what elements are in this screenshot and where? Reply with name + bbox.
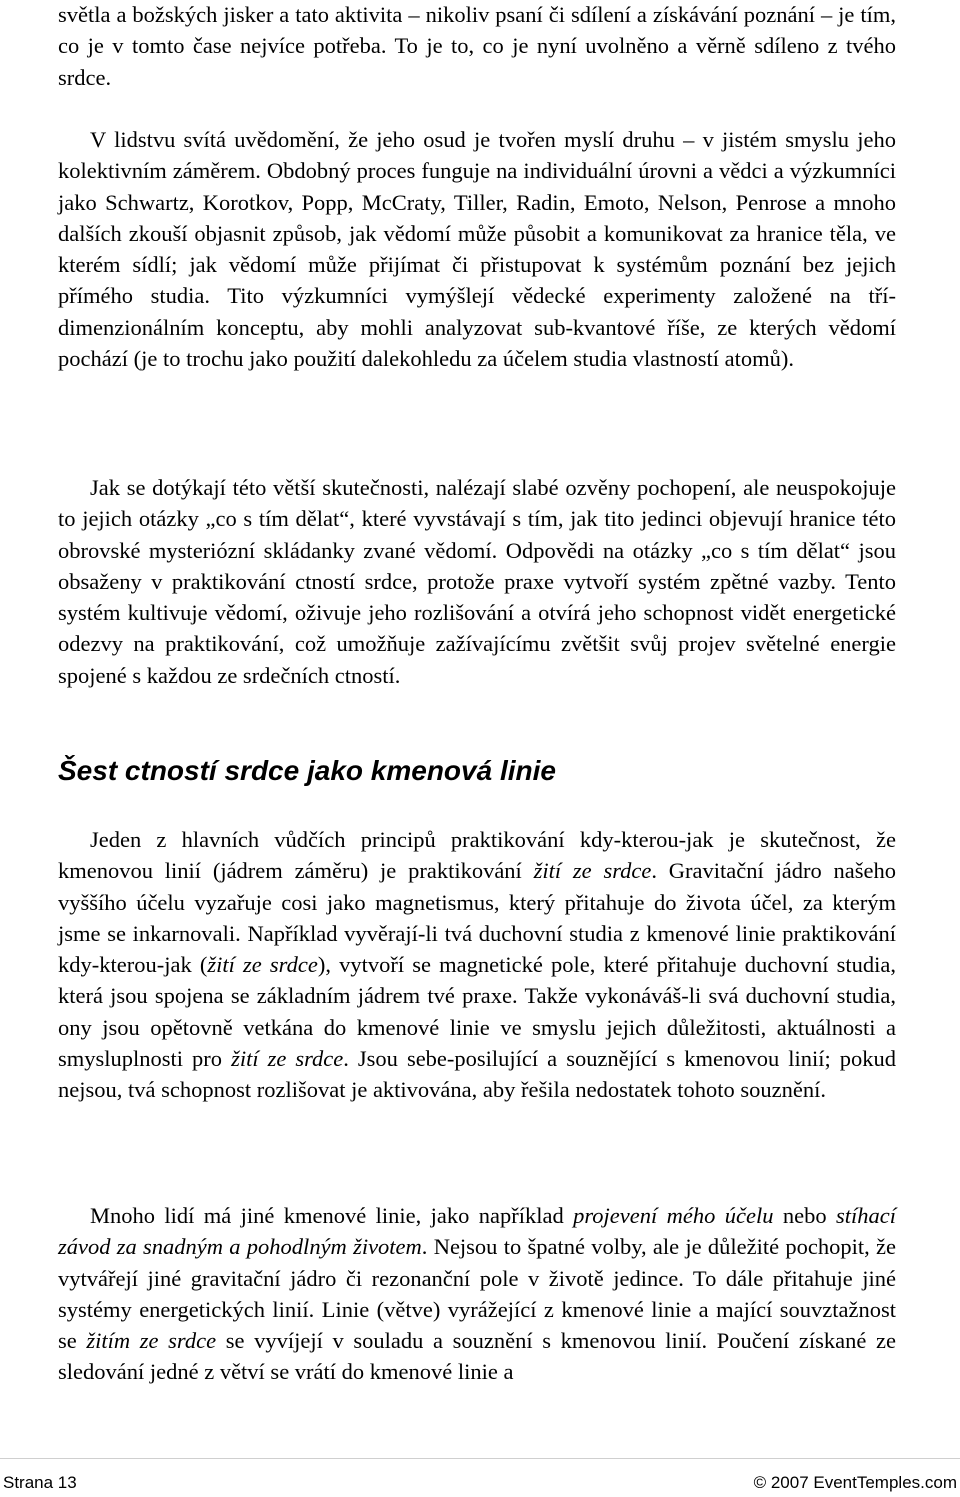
footer-divider xyxy=(0,1458,960,1459)
paragraph-5-text-a: Mnoho lidí má jiné kmenové linie, jako například xyxy=(90,1203,574,1228)
copyright-notice: © 2007 EventTemples.com xyxy=(753,1473,957,1492)
paragraph-1-text: světla a božských jisker a tato aktivita – nikoliv psaní či sdílení a získávání poznání – je tím, co je v tomto čase nejvíce potřeba. To je to, co je nyní uvolněno a věrně sdíleno z tvého srdce. xyxy=(58,2,896,90)
paragraph-3 xyxy=(58,472,896,691)
paragraph-5-emphasis-1: projevení mého účelu xyxy=(573,1203,774,1228)
paragraph-4-emphasis-2: žití ze srdce xyxy=(207,952,318,978)
paragraph-5-emphasis-3: žitím ze srdce xyxy=(86,1328,217,1354)
paragraph-4-text-a: Jeden z hlavních vůdčích principů praktikování kdy-kterou-jak je skutečnost, že kmenovou linií (jádrem záměru) je praktikování xyxy=(58,827,896,884)
paragraph-4 xyxy=(58,824,896,1106)
paragraph-4-text-c: ), vytvoří se magnetické pole, které přitahuje duchovní studia, která jsou spojena se základním jádrem tvé praxe. Takže vykonáváš-li svá duchovní studia, ony jsou opětovně vetkána do kmenové linie ve smyslu jejich důležitosti, aktuálnosti a smysluplnosti pro xyxy=(58,952,897,1072)
section-heading: Šest ctností srdce jako kmenová linie xyxy=(58,755,556,786)
paragraph-5-text-b: nebo xyxy=(773,1203,836,1228)
paragraph-4-emphasis-1: žití ze srdce xyxy=(533,858,652,884)
paragraph-1 xyxy=(58,0,896,93)
page-number: Strana 13 xyxy=(3,1473,77,1492)
paragraph-4-emphasis-3: žití ze srdce xyxy=(231,1046,344,1072)
paragraph-3-text: Jak se dotýkají této větší skutečnosti, nalézají slabé ozvěny pochopení, ale neuspokojuje to jejich otázky „co s tím dělat“, které vyvstávají s tím, jak tito jedinci objevují hranice této obrovské mysteriózní skládanky zvané vědomí. Odpovědi na otázky „co s tím dělat“ jsou obsaženy v praktikování ctností srdce, protože praxe vytvoří systém zpětné vazby. Tento systém kultivuje vědomí, oživuje jeho rozlišování a otvírá jeho schopnost vidět energetické odezvy na praktikování, což umožňuje zažívajícímu zvětšit svůj projev světelné energie spojené s každou ze srdečních ctností. xyxy=(58,475,896,688)
paragraph-2 xyxy=(58,124,896,374)
paragraph-2-text: V lidstvu svítá uvědomění, že jeho osud je tvořen myslí druhu – v jistém smyslu jeho kolektivním záměrem. Obdobný proces funguje na individuální úrovni a vědci a výzkumníci jako Schwartz, Korotkov, Popp, McCraty, Tiller, Radin, Emoto, Nelson, Penrose a mnoho dalších zkouší objasnit způsob, jak vědomí může působit a komunikovat za hranice těla, ve kterém sídlí; jak vědomí může přijímat či přistupovat k systémům poznání bez jejich přímého studia. Tito výzkumníci vymýšlejí vědecké experimenty založené na tří-dimenzionálním konceptu, aby mohli analyzovat sub-kvantové říše, ze kterých vědomí pochází (je to trochu jako použití dalekohledu za účelem studia vlastností atomů). xyxy=(58,127,896,372)
paragraph-5-text-c: . Nejsou to špatné volby, ale je důležité pochopit, že vytvářejí jiné gravitační jádro či rezonanční pole v životě jedince. To dále přitahuje jiné systémy energetických linií. Linie (větve) vyrážející z kmenové linie a mající souvztažnost se xyxy=(58,1234,896,1354)
paragraph-4-text-d: . Jsou sebe-posilující a souznějící s kmenovou linií; pokud nejsou, tvá schopnost rozlišovat je aktivována, aby řešila nedostatek tohoto souznění. xyxy=(58,1046,896,1103)
paragraph-5 xyxy=(58,1200,896,1388)
paragraph-5-emphasis-2: stíhací závod za snadným a pohodlným životem xyxy=(58,1203,896,1260)
paragraph-4-text-b: . Gravitační jádro našeho vyššího účelu vyzařuje cosi jako magnetismus, který přitahuje do života účel, za kterým jsme se inkarnovali. Například vyvěrají-li tvá duchovní studia z kmenové linie praktikování kdy-kterou-jak ( xyxy=(58,858,897,978)
paragraph-5-text-d: se vyvíjejí v souladu a souznění s kmenovou linií. Poučení získané ze sledování jedné z větví se vrátí do kmenové linie a xyxy=(58,1328,896,1385)
